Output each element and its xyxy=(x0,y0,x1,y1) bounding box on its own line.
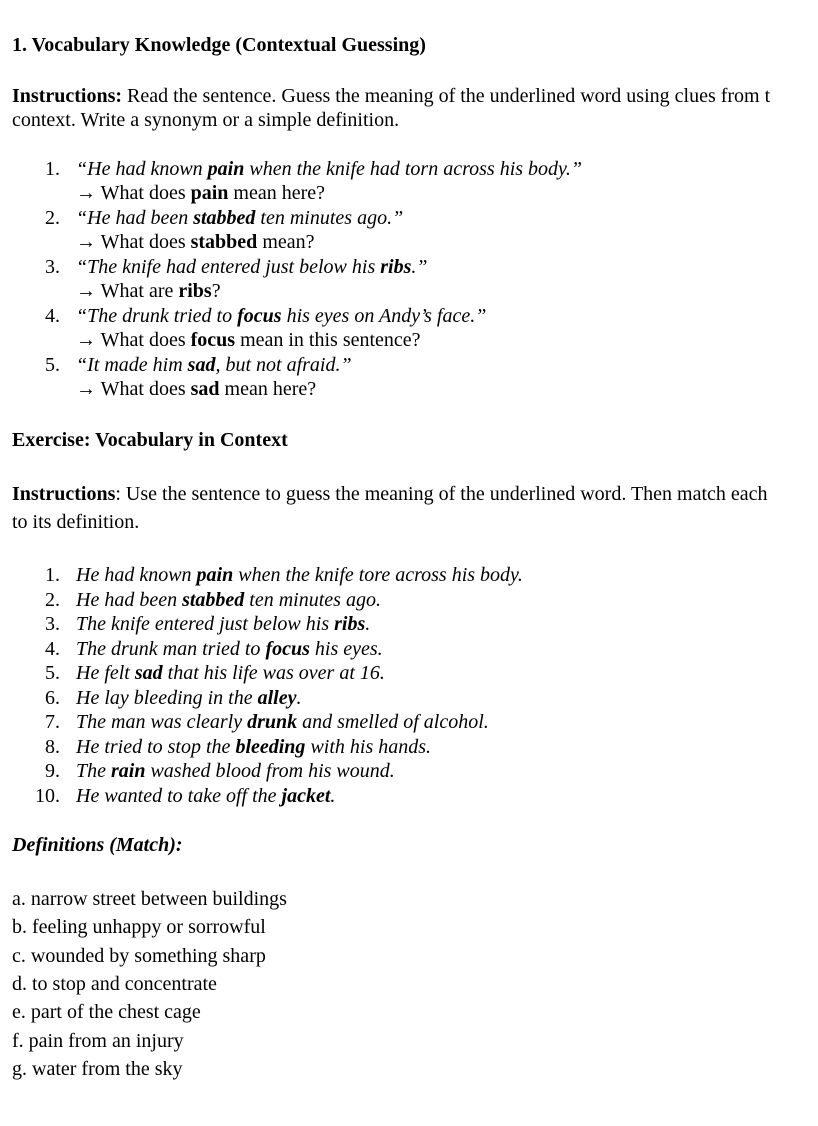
target-word: focus xyxy=(237,305,282,327)
sentence-post: his eyes. xyxy=(309,637,383,660)
exercise-item-sentence xyxy=(76,686,302,710)
item-question xyxy=(76,279,221,303)
exercise-item-sentence xyxy=(76,661,385,685)
exercise-item-number: 10. xyxy=(35,784,60,807)
item-sentence xyxy=(76,157,582,181)
definition-item: a. narrow street between buildings xyxy=(12,888,287,910)
item-sentence xyxy=(76,304,486,328)
sentence-post: with his hands. xyxy=(305,735,432,758)
sentence-post: ten minutes ago.” xyxy=(255,207,404,229)
instructions-text: Read the sentence. Guess the meaning of the underlined word using clues from t xyxy=(127,85,771,107)
question-word: ribs xyxy=(178,280,212,302)
question-word: pain xyxy=(190,182,229,204)
exercise-item-number: 1. xyxy=(45,564,60,586)
exercise-item-number: 7. xyxy=(45,711,60,733)
sentence-post: washed blood from his wound. xyxy=(145,760,395,782)
sentence-pre: “It made him xyxy=(76,354,188,376)
exercise-instructions-line2: to its definition. xyxy=(12,511,140,533)
exercise-item-sentence xyxy=(76,759,395,783)
sentence-pre: “The knife had entered just below his xyxy=(76,256,381,278)
sentence-pre: The xyxy=(76,760,111,782)
target-word: rain xyxy=(111,760,146,782)
target-word: sad xyxy=(187,354,216,376)
definitions-title: Definitions (Match): xyxy=(12,834,183,856)
sentence-post: that his life was over at 16. xyxy=(162,662,385,684)
exercise-item-number: 2. xyxy=(45,588,60,611)
item-question xyxy=(76,328,421,352)
item-question xyxy=(76,377,316,401)
exercise-item-sentence xyxy=(76,612,370,636)
target-word: ribs xyxy=(380,256,412,278)
sentence-post: .” xyxy=(411,256,428,278)
exercise-title: Exercise: Vocabulary in Context xyxy=(12,429,288,451)
item-question xyxy=(76,181,325,205)
item-number: 5. xyxy=(45,354,60,376)
question-post: ? xyxy=(211,280,221,302)
sentence-post: when the knife tore across his body. xyxy=(233,564,523,586)
question-word: sad xyxy=(190,378,220,400)
sentence-pre: “He had been xyxy=(76,207,194,229)
item-number: 4. xyxy=(45,305,60,327)
sentence-pre: He had been xyxy=(76,588,183,611)
definition-item: f. pain from an injury xyxy=(12,1029,184,1052)
exercise-item-sentence xyxy=(76,735,431,759)
target-word: jacket xyxy=(281,784,331,807)
target-word: bleeding xyxy=(235,735,306,758)
item-sentence xyxy=(76,206,403,230)
item-sentence xyxy=(76,353,352,377)
sentence-pre: He felt xyxy=(76,662,135,684)
question-post: mean here? xyxy=(219,378,317,400)
target-word: stabbed xyxy=(182,588,245,611)
exercise-item-number: 8. xyxy=(45,735,60,758)
question-pre: → What are xyxy=(76,280,179,302)
section-title: 1. Vocabulary Knowledge (Contextual Guessing) xyxy=(12,34,426,56)
target-word: pain xyxy=(207,158,245,180)
section-instructions-line1 xyxy=(12,84,770,108)
exercise-item-number: 3. xyxy=(45,613,60,635)
exercise-item-sentence xyxy=(76,710,489,734)
item-sentence xyxy=(76,255,427,279)
question-pre: → What does xyxy=(76,329,191,351)
exercise-item-number: 9. xyxy=(45,760,60,782)
sentence-post: when the knife had torn across his body.” xyxy=(244,158,582,180)
exercise-item-number: 4. xyxy=(45,637,60,660)
sentence-pre: The man was clearly xyxy=(76,711,248,733)
target-word: ribs xyxy=(334,613,366,635)
exercise-item-sentence xyxy=(76,784,335,808)
exercise-instructions-line1 xyxy=(12,482,768,506)
question-post: mean in this sentence? xyxy=(235,329,421,351)
question-pre: → What does xyxy=(76,182,191,204)
question-pre: → What does xyxy=(76,231,191,253)
exercise-item-sentence xyxy=(76,588,381,612)
item-question xyxy=(76,230,315,254)
question-post: mean? xyxy=(257,231,315,253)
target-word: stabbed xyxy=(193,207,256,229)
sentence-pre: The drunk man tried to xyxy=(76,637,266,660)
definition-item: d. to stop and concentrate xyxy=(12,972,217,995)
definition-item: g. water from the sky xyxy=(12,1057,183,1080)
definition-item: c. wounded by something sharp xyxy=(12,944,266,967)
sentence-post: and smelled of alcohol. xyxy=(297,711,489,733)
sentence-post: ten minutes ago. xyxy=(244,588,381,611)
sentence-post: . xyxy=(365,613,371,635)
target-word: pain xyxy=(196,564,234,586)
target-word: sad xyxy=(134,662,163,684)
exercise-item-sentence xyxy=(76,637,383,661)
target-word: alley xyxy=(257,686,297,709)
sentence-pre: He had known xyxy=(76,564,197,586)
sentence-post: . xyxy=(330,784,336,807)
sentence-pre: He lay bleeding in the xyxy=(76,686,258,709)
definition-item: b. feeling unhappy or sorrowful xyxy=(12,916,266,939)
sentence-pre: The knife entered just below his xyxy=(76,613,335,635)
instructions-label: Instructions: xyxy=(12,85,123,107)
sentence-pre: “The drunk tried to xyxy=(76,305,238,327)
sentence-post: his eyes on Andy’s face.” xyxy=(281,305,487,327)
sentence-pre: “He had known xyxy=(76,158,208,180)
exercise-item-sentence xyxy=(76,563,523,587)
sentence-pre: He tried to stop the xyxy=(76,735,236,758)
exercise-item-number: 5. xyxy=(45,662,60,684)
item-number: 1. xyxy=(45,158,60,180)
sentence-pre: He wanted to take off the xyxy=(76,784,282,807)
sentence-post: . xyxy=(296,686,302,709)
exercise-item-number: 6. xyxy=(45,686,60,709)
question-word: focus xyxy=(190,329,236,351)
exercise-instructions-label: Instructions xyxy=(12,483,116,505)
item-number: 2. xyxy=(45,207,60,229)
target-word: focus xyxy=(265,637,310,660)
sentence-post: , but not afraid.” xyxy=(215,354,352,376)
section-instructions-line2: context. Write a synonym or a simple definition. xyxy=(12,109,400,131)
item-number: 3. xyxy=(45,256,60,278)
exercise-instructions-text: : Use the sentence to guess the meaning of the underlined word. Then match each xyxy=(115,483,768,505)
target-word: drunk xyxy=(247,711,298,733)
definition-item: e. part of the chest cage xyxy=(12,1001,201,1024)
question-pre: → What does xyxy=(76,378,191,400)
question-word: stabbed xyxy=(190,231,258,253)
question-post: mean here? xyxy=(228,182,326,204)
